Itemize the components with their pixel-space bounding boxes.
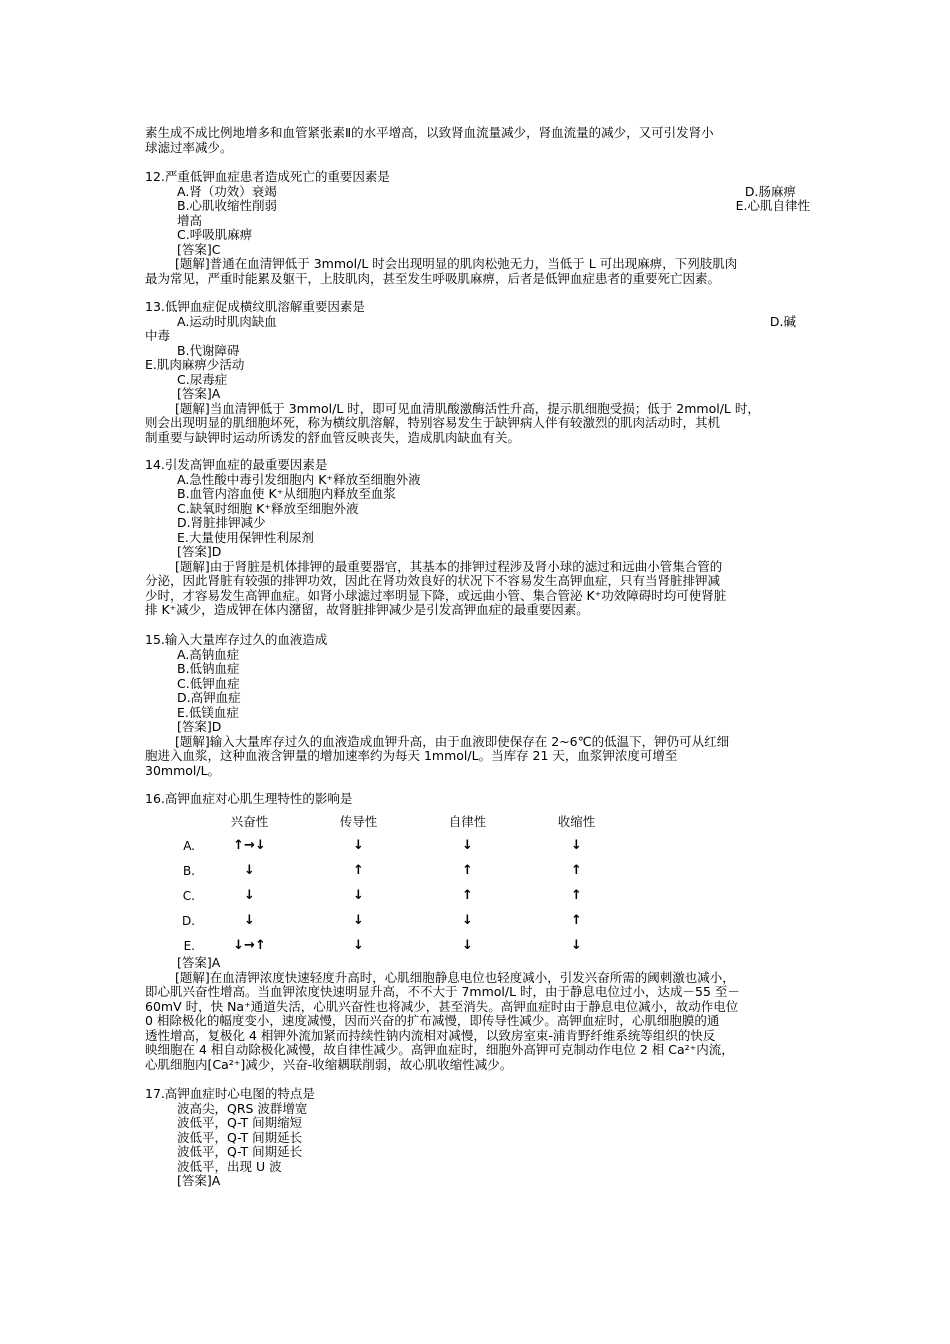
question-title: 16.高钾血症对心肌生理特性的影响是 xyxy=(145,791,353,806)
option-a: A.肾（功效）衰竭 xyxy=(177,183,277,199)
header-automaticity: 自律性 xyxy=(448,813,487,829)
table-row xyxy=(145,908,631,933)
option-a: A.运动时肌肉缺血 xyxy=(177,313,277,329)
question-title: 17.高钾血症时心电图的特点是 xyxy=(145,1086,315,1101)
option-c: C.尿毒症 xyxy=(177,371,228,387)
option-d: D.高钾血症 xyxy=(177,690,241,705)
table-row xyxy=(145,833,631,858)
question-12 xyxy=(145,170,810,286)
table-cell: ↑ xyxy=(353,863,364,878)
option-line: 波低平，出现 U 波 xyxy=(177,1158,282,1174)
explanation-line: [题解]当血清钾低于 3mmol/L 时，即可见血清肌酸激酶活性升高，提示肌细胞受损；低于 2mmol/L 时， xyxy=(175,400,760,416)
header-conductivity: 传导性 xyxy=(339,813,378,829)
option-row xyxy=(145,199,810,214)
question-title: 15.输入大量库存过久的血液造成 xyxy=(145,632,328,647)
table-cell: ↑ xyxy=(571,913,582,928)
option-c: C.低钾血症 xyxy=(177,675,240,691)
effects-table xyxy=(145,808,631,958)
explanation-line: 少时，才容易发生高钾血症。如肾小球滤过率明显下降，或远曲小管、集合管泌 K⁺功效障碍时均可使肾脏 xyxy=(145,587,727,603)
row-label: D. xyxy=(181,913,195,928)
table-cell: ↑ xyxy=(462,888,473,903)
option-e: E.大量使用保钾性利尿剂 xyxy=(177,529,314,545)
table-cell: ↓ xyxy=(244,888,255,903)
option-a: A.急性酸中毒引发细胞内 K⁺释放至细胞外液 xyxy=(177,471,421,487)
question-16-title-block xyxy=(145,792,810,807)
table-cell: ↓ xyxy=(353,913,364,928)
table-header-row xyxy=(145,808,631,833)
explanation-line: 则会出现明显的肌细胞坏死，称为横纹肌溶解，特别容易发生于缺钾病人伴有较激烈的肌肉活动时，其机 xyxy=(145,415,721,430)
answer: [答案]D xyxy=(177,544,222,559)
answer: [答案]A xyxy=(177,1173,221,1188)
table-cell: ↓ xyxy=(462,913,473,928)
option-line: 波低平，Q-T 间期延长 xyxy=(177,1144,303,1159)
row-label: B. xyxy=(182,863,195,878)
question-title: 13.低钾血症促成横纹肌溶解重要因素是 xyxy=(145,299,365,314)
question-13 xyxy=(145,300,810,445)
table-cell: ↓ xyxy=(353,838,364,853)
explanation-line: 最为常见，严重时能累及躯干，上肢肌肉，甚至发生呼吸肌麻痹，后者是低钾血症患者的重要死亡因素。 xyxy=(145,270,721,286)
option-line: 波高尖，QRS 波群增宽 xyxy=(177,1100,308,1116)
option-e: E.心肌自律性 xyxy=(735,198,810,213)
header-excitability: 兴奋性 xyxy=(230,813,269,829)
option-b: B.心肌收缩性削弱 xyxy=(177,198,278,213)
table-cell: ↓ xyxy=(571,938,582,953)
explanation-line: [题解]普通在血清钾低于 3mmol/L 时会出现明显的肌肉松弛无力，当低于 L 可出现麻痹，下列肢肌肉 xyxy=(175,256,738,271)
explanation-line: 透性增高，复极化 4 相钾外流加紧而持续性钠内流相对减慢，以致房室束-浦肯野纤维系统等组织的快反 xyxy=(145,1027,716,1043)
question-title: 12.严重低钾血症患者造成死亡的重要因素是 xyxy=(145,169,390,184)
option-d-continuation: 中毒 xyxy=(145,328,171,343)
explanation-line: [题解]由于肾脏是机体排钾的最重要器官，其基本的排钾过程涉及肾小球的滤过和远曲小管集合管的 xyxy=(175,558,723,574)
table-cell: ↑ xyxy=(571,888,582,903)
option-b: B.血管内溶血使 K⁺从细胞内释放至血浆 xyxy=(177,486,396,501)
explanation-line: 0 相除极化的幅度变小，速度减慢，因而兴奋的扩布减慢，即传导性减少。高钾血症时，心肌细胞膜的通 xyxy=(145,1013,720,1028)
header-contractility: 收缩性 xyxy=(557,813,596,829)
explanation-line: 30mmol/L。 xyxy=(145,762,221,778)
option-d: D.肾脏排钾减少 xyxy=(177,515,266,530)
text-line: 素生成不成比例地增多和血管紧张素Ⅱ的水平增高，以致肾血流量减少，肾血流量的减少，又可引发肾小 xyxy=(145,125,714,140)
option-b: B.代谢障碍 xyxy=(177,342,240,358)
option-b: B.低钠血症 xyxy=(177,661,240,676)
option-c: C.缺氧时细胞 K⁺释放至细胞外液 xyxy=(177,500,359,516)
explanation-line: 60mV 时，快 Na⁺通道失活，心肌兴奋性也将减少，甚至消失。高钾血症时由于静息电位减小，故动作电位 xyxy=(145,998,739,1014)
option-d: D.肠麻痹 xyxy=(744,183,796,199)
intro-paragraph xyxy=(145,126,810,155)
explanation-line: [题解]输入大量库存过久的血液造成血钾升高，由于血液即使保存在 2~6℃的低温下，钾仍可从红细 xyxy=(175,733,730,749)
option-c: C.呼吸肌麻痹 xyxy=(177,227,253,242)
explanation-line: 即心肌兴奋性增高。当血钾浓度快速明显升高，不不大于 7mmol/L 时，由于静息电位过小，达成－55 至－ xyxy=(145,984,740,999)
answer: [答案]D xyxy=(177,719,222,734)
text-line: 球滤过率减少。 xyxy=(145,139,233,155)
option-line: 波低平，Q-T 间期缩短 xyxy=(177,1115,303,1130)
option-e-continuation: 增高 xyxy=(177,212,203,228)
question-15 xyxy=(145,633,810,778)
table-cell: ↓ xyxy=(353,888,364,903)
table-cell: ↓ xyxy=(244,913,255,928)
explanation-line: 胞进入血浆，这种血液含钾量的增加速率约为每天 1mmol/L。当库存 21 天，血浆钾浓度可增至 xyxy=(145,748,678,763)
table-cell: ↓ xyxy=(571,838,582,853)
option-e: E.低镁血症 xyxy=(177,704,239,720)
table-row xyxy=(145,858,631,883)
explanation-line: 心肌细胞内[Ca²⁺]减少，兴奋-收缩耦联削弱，故心肌收缩性减少。 xyxy=(145,1056,513,1072)
question-16-answer-block xyxy=(145,956,810,1072)
answer: [答案]A xyxy=(177,955,221,970)
table-cell: ↓→↑ xyxy=(233,938,266,953)
option-d: D.碱 xyxy=(769,313,796,329)
answer: [答案]A xyxy=(177,386,221,401)
table-cell: ↓ xyxy=(462,838,473,853)
option-row xyxy=(145,315,810,330)
row-label: A. xyxy=(183,838,195,853)
row-label: C. xyxy=(182,888,195,903)
option-a: A.高钠血症 xyxy=(177,646,240,662)
explanation-line: [题解]在血清钾浓度快速轻度升高时，心肌细胞静息电位也轻度减小，引发兴奋所需的阈刺激也减小， xyxy=(175,969,735,985)
row-label: E. xyxy=(183,938,195,953)
table-cell: ↑ xyxy=(571,863,582,878)
question-17 xyxy=(145,1087,810,1189)
explanation-line: 分泌，因此肾脏有较强的排钾功效，因此在肾功效良好的状况下不容易发生高钾血症，只有当肾脏排钾减 xyxy=(145,573,721,588)
question-14 xyxy=(145,458,810,618)
option-e: E.肌肉麻痹少活动 xyxy=(145,357,245,372)
explanation-line: 制重要与缺钾时运动所诱发的舒血管反映丧失，造成肌肉缺血有关。 xyxy=(145,429,521,445)
option-line: 波低平，Q-T 间期延长 xyxy=(177,1129,303,1145)
answer: [答案]C xyxy=(177,241,221,257)
table-cell: ↓ xyxy=(244,863,255,878)
table-cell: ↓ xyxy=(462,938,473,953)
question-title: 14.引发高钾血症的最重要因素是 xyxy=(145,457,328,472)
explanation-line: 映细胞在 4 相自动除极化减慢，故自律性减少。高钾血症时，细胞外高钾可克制动作电位 2 相 Ca²⁺内流， xyxy=(145,1042,734,1057)
table-row xyxy=(145,883,631,908)
option-row xyxy=(145,185,810,200)
table-cell: ↑→↓ xyxy=(233,838,266,853)
explanation-line: 排 K⁺减少，造成钾在体内潴留，故肾脏排钾减少是引发高钾血症的最重要因素。 xyxy=(145,602,589,617)
table-cell: ↑ xyxy=(462,863,473,878)
table-cell: ↓ xyxy=(353,938,364,953)
